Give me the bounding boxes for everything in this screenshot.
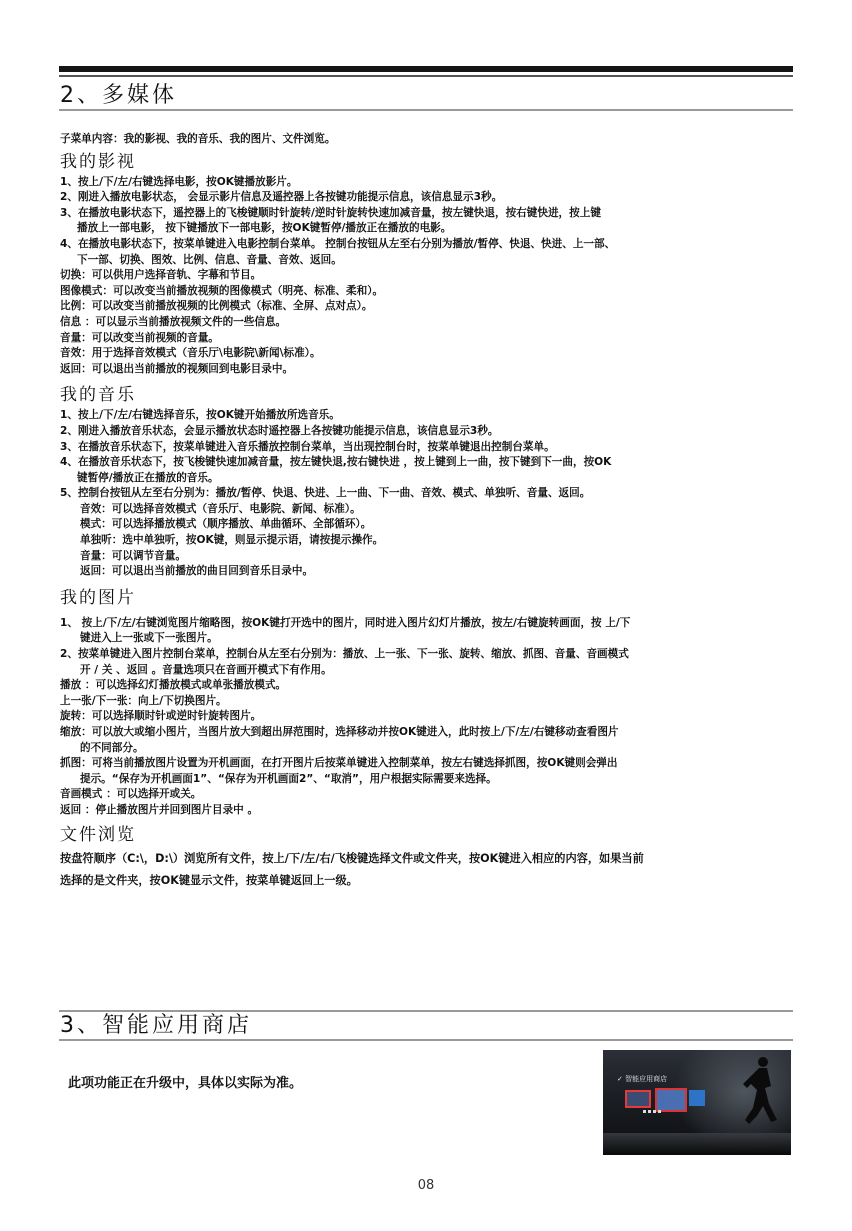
thumbnail-title: ✓ 智能应用商店: [617, 1075, 668, 1083]
picture-line: 播放 ：可以选择幻灯播放模式或单张播放模式。: [60, 679, 287, 692]
file-browse-line: 选择的是文件夹，按OK键显示文件，按菜单键返回上一级。: [60, 873, 358, 887]
music-line: 音效：可以选择音效模式（音乐厅、电影院、新闻、标准）。: [80, 502, 361, 515]
thumbnail-tile: [625, 1090, 651, 1108]
picture-line: 音画模式 ：可以选择开或关。: [60, 788, 202, 801]
music-line: 1、按上/下/左/右键选择音乐，按OK键开始播放所选音乐。: [60, 409, 340, 422]
heading-my-pictures: 我的图片: [60, 587, 136, 608]
picture-line: 抓图：可将当前播放图片设置为开机画面，在打开图片后按菜单键进入控制菜单，按左右键选择抓图，按OK键则会弹出: [60, 757, 618, 770]
picture-line: 旋转：可以选择顺时针或逆时针旋转图片。: [60, 710, 262, 723]
video-line: 1、按上/下/左/右键选择电影，按OK键播放影片。: [60, 175, 298, 188]
submenu-intro: 子菜单内容：我的影视、我的音乐、我的图片、文件浏览。: [60, 133, 336, 145]
multimedia-content: [60, 132, 800, 892]
music-line: 2、刚进入播放音乐状态，会显示播放状态时遥控器上各按键功能提示信息，该信息显示3秒。: [60, 424, 499, 437]
picture-line: 上一张/下一张：向上/下切换图片。: [60, 694, 227, 707]
video-line: 返回：可以退出当前播放的视频回到电影目录中。: [60, 362, 294, 375]
picture-line: 返回 ：停止播放图片并回到图片目录中 。: [60, 803, 259, 816]
section-title-app-store: 3、智能应用商店: [60, 1013, 252, 1038]
section-rule-store: [59, 1039, 793, 1041]
music-line: 返回：可以退出当前播放的曲目回到音乐目录中。: [80, 565, 314, 578]
file-browse-line: 按盘符顺序（C:\，D:\）浏览所有文件，按上/下/左/右/飞梭键选择文件或文件夹，按OK键进入相应的内容，如果当前: [60, 851, 644, 865]
picture-line: 2、按菜单键进入图片控制台菜单，控制台从左至右分别为：播放、上一张、下一张、旋转、缩放、抓图、音量、音画模式: [60, 648, 629, 661]
music-line: 键暂停/播放正在播放的音乐。: [77, 471, 219, 484]
picture-line: 开 / 关 、返回 。音量选项只在音画开模式下有作用。: [80, 663, 332, 676]
page-number: 08: [417, 1178, 435, 1193]
video-line: 下一部、切换、图效、比例、信息、音量、音效、返回。: [77, 253, 342, 266]
heading-my-music: 我的音乐: [60, 385, 136, 406]
video-line: 3、在播放电影状态下，遥控器上的飞梭键顺时针旋转/逆时针旋转快速加减音量，按左键快退，按右键快进，按上键: [60, 206, 601, 219]
music-line: 5、控制台按钮从左至右分别为：播放/暂停、快退、快进、上一曲、下一曲、音效、模式、单独听、音量、返回。: [60, 487, 591, 500]
header-rule-thick: [59, 66, 793, 72]
app-store-screenshot: [603, 1050, 791, 1155]
video-line: 信息 ：可以显示当前播放视频文件的一些信息。: [60, 315, 287, 328]
picture-line: 1、 按上/下/左/右键浏览图片缩略图，按OK键打开选中的图片，同时进入图片幻灯片播放，按左/右键旋转画面，按 上/下: [60, 616, 631, 629]
video-line: 2、刚进入播放电影状态， 会显示影片信息及遥控器上各按键功能提示信息，该信息显示3秒。: [60, 191, 503, 204]
section-rule-multimedia: [59, 109, 793, 111]
picture-line: 提示。“保存为开机画面1”、“保存为开机画面2”、“取消”，用户根据实际需要来选择。: [80, 772, 497, 785]
runner-silhouette-icon: [741, 1054, 781, 1134]
music-line: 单独听：选中单独听，按OK键，则显示提示语，请按提示操作。: [80, 534, 384, 547]
picture-line: 键进入上一张或下一张图片。: [80, 632, 218, 645]
thumbnail-tile: [689, 1090, 705, 1106]
video-line: 4、在播放电影状态下，按菜单键进入电影控制台菜单。 控制台按钮从左至右分别为播放/暂停、快退、快进、上一部、: [60, 237, 616, 250]
header-rule-thin: [59, 75, 793, 77]
video-line: 播放上一部电影， 按下键播放下一部电影，按OK键暂停/播放正在播放的电影。: [77, 222, 452, 235]
video-line: 切换：可以供用户选择音轨、字幕和节目。: [60, 269, 262, 282]
section-title-multimedia: 2、多媒体: [60, 83, 177, 108]
heading-file-browse: 文件浏览: [60, 824, 136, 845]
thumbnail-page-dots: [643, 1110, 661, 1113]
music-line: 3、在播放音乐状态下，按菜单键进入音乐播放控制台菜单，当出现控制台时，按菜单键退出控制台菜单。: [60, 440, 555, 453]
music-line: 模式：可以选择播放模式（顺序播放、单曲循环、全部循环）。: [80, 518, 372, 531]
heading-my-video: 我的影视: [60, 151, 136, 172]
video-line: 音效：用于选择音效模式（音乐厅\电影院\新闻\标准）。: [60, 347, 321, 360]
video-line: 比例：可以改变当前播放视频的比例模式（标准、全屏、点对点）。: [60, 300, 373, 313]
video-line: 图像模式：可以改变当前播放视频的图像模式（明亮、标准、柔和）。: [60, 284, 384, 297]
thumbnail-tile: [655, 1088, 687, 1112]
music-line: 4、在播放音乐状态下，按飞梭键快速加减音量，按左键快退,按右键快进 ，按上键到上一曲，按下键到下一曲，按OK: [60, 456, 612, 469]
picture-line: 缩放：可以放大或缩小图片，当图片放大到超出屏范围时，选择移动并按OK键进入，此时按上/下/左/右键移动查看图片: [60, 726, 619, 738]
music-line: 音量：可以调节音量。: [80, 549, 186, 562]
store-upgrade-note: 此项功能正在升级中，具体以实际为准。: [68, 1076, 303, 1091]
picture-line: 的不同部分。: [80, 741, 144, 754]
video-line: 音量：可以改变当前视频的音量。: [60, 331, 219, 344]
